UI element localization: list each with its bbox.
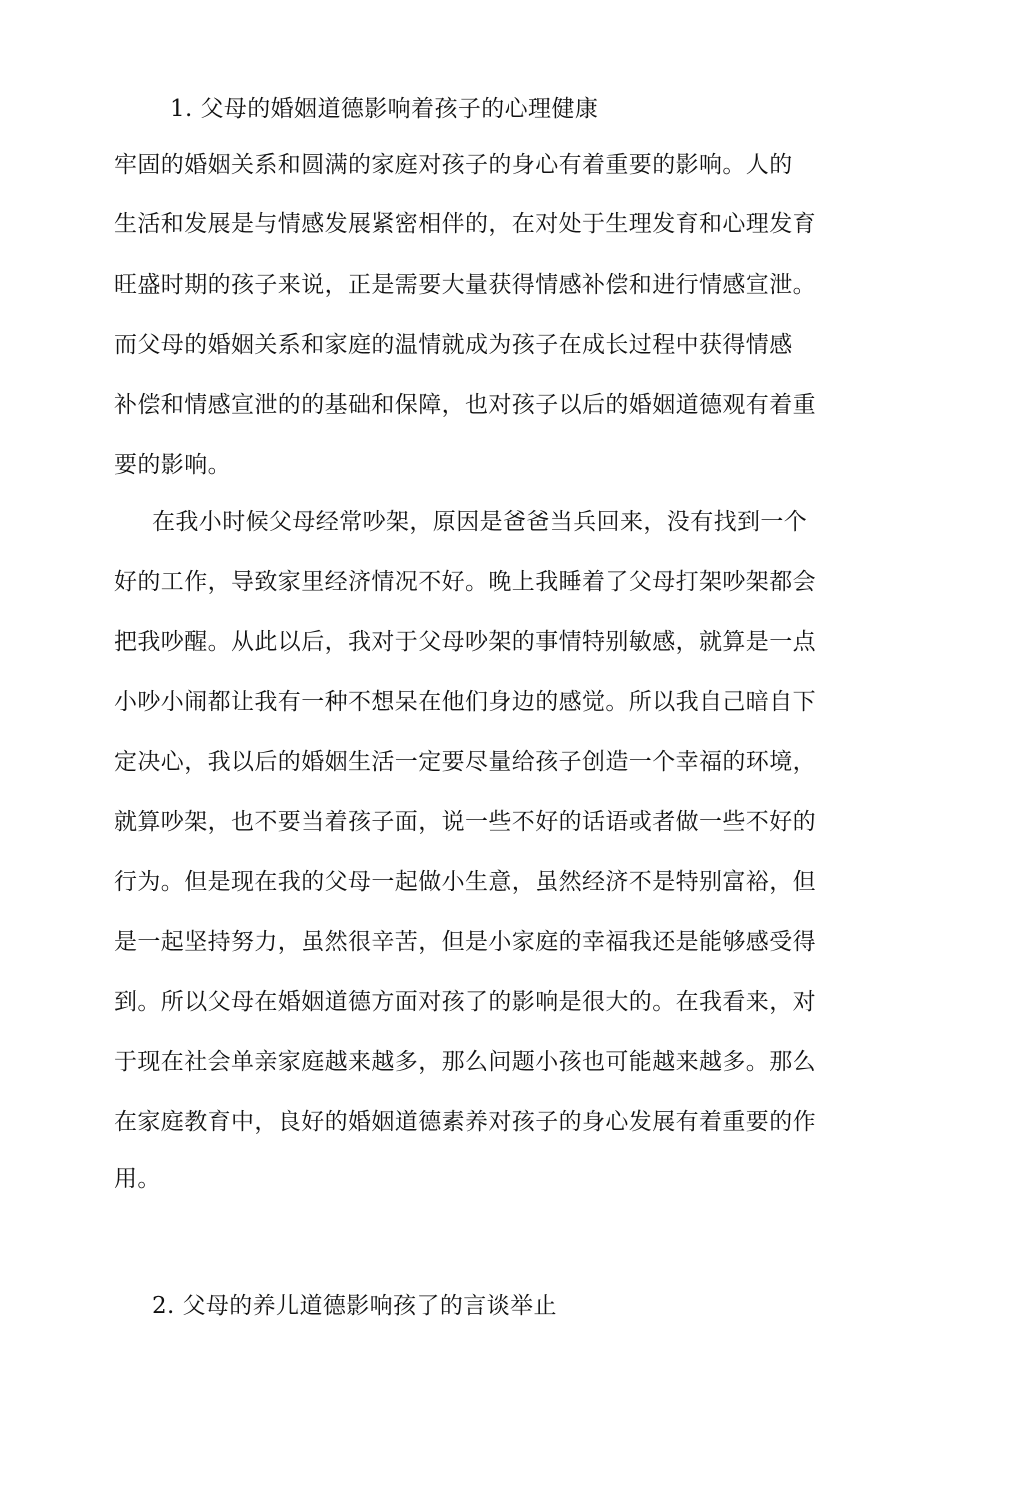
paragraph-line: 用。 bbox=[114, 1166, 161, 1192]
paragraph-line: 把我吵醒。从此以后，我对于父母吵架的事情特别敏感，就算是一点 bbox=[114, 629, 816, 655]
paragraph-line: 定决心，我以后的婚姻生活一定要尽量给孩子创造一个幸福的环境， bbox=[114, 749, 816, 775]
paragraph-line: 生活和发展是与情感发展紧密相伴的，在对处于生理发育和心理发育 bbox=[114, 211, 816, 237]
paragraph-line: 小吵小闹都让我有一种不想呆在他们身边的感觉。所以我自己暗自下 bbox=[114, 689, 816, 715]
section-1-heading: 1. 父母的婚姻道德影响着孩子的心理健康 bbox=[170, 96, 599, 122]
paragraph-line: 于现在社会单亲家庭越来越多，那么问题小孩也可能越来越多。那么 bbox=[114, 1049, 816, 1075]
paragraph-line: 是一起坚持努力，虽然很辛苦，但是小家庭的幸福我还是能够感受得 bbox=[114, 929, 816, 955]
paragraph-line: 在我小时候父母经常吵架，原因是爸爸当兵回来，没有找到一个 bbox=[152, 509, 808, 535]
paragraph-line: 就算吵架，也不要当着孩子面，说一些不好的话语或者做一些不好的 bbox=[114, 809, 816, 835]
paragraph-line: 到。所以父母在婚姻道德方面对孩了的影响是很大的。在我看来，对 bbox=[114, 989, 816, 1015]
paragraph-line: 要的影响。 bbox=[114, 452, 231, 478]
paragraph-line: 牢固的婚姻关系和圆满的家庭对孩子的身心有着重要的影响。人的 bbox=[114, 152, 793, 178]
paragraph-line: 旺盛时期的孩子来说，正是需要大量获得情感补偿和进行情感宣泄。 bbox=[114, 272, 816, 298]
paragraph-line: 行为。但是现在我的父母一起做小生意，虽然经济不是特别富裕，但 bbox=[114, 869, 816, 895]
paragraph-line: 而父母的婚姻关系和家庭的温情就成为孩子在成长过程中获得情感 bbox=[114, 332, 793, 358]
paragraph-line: 好的工作，导致家里经济情况不好。晚上我睡着了父母打架吵架都会 bbox=[114, 569, 816, 595]
section-2-heading: 2. 父母的养儿道德影响孩了的言谈举止 bbox=[152, 1293, 557, 1319]
paragraph-line: 在家庭教育中，良好的婚姻道德素养对孩子的身心发展有着重要的作 bbox=[114, 1109, 816, 1135]
paragraph-line: 补偿和情感宣泄的的基础和保障，也对孩子以后的婚姻道德观有着重 bbox=[114, 392, 816, 418]
